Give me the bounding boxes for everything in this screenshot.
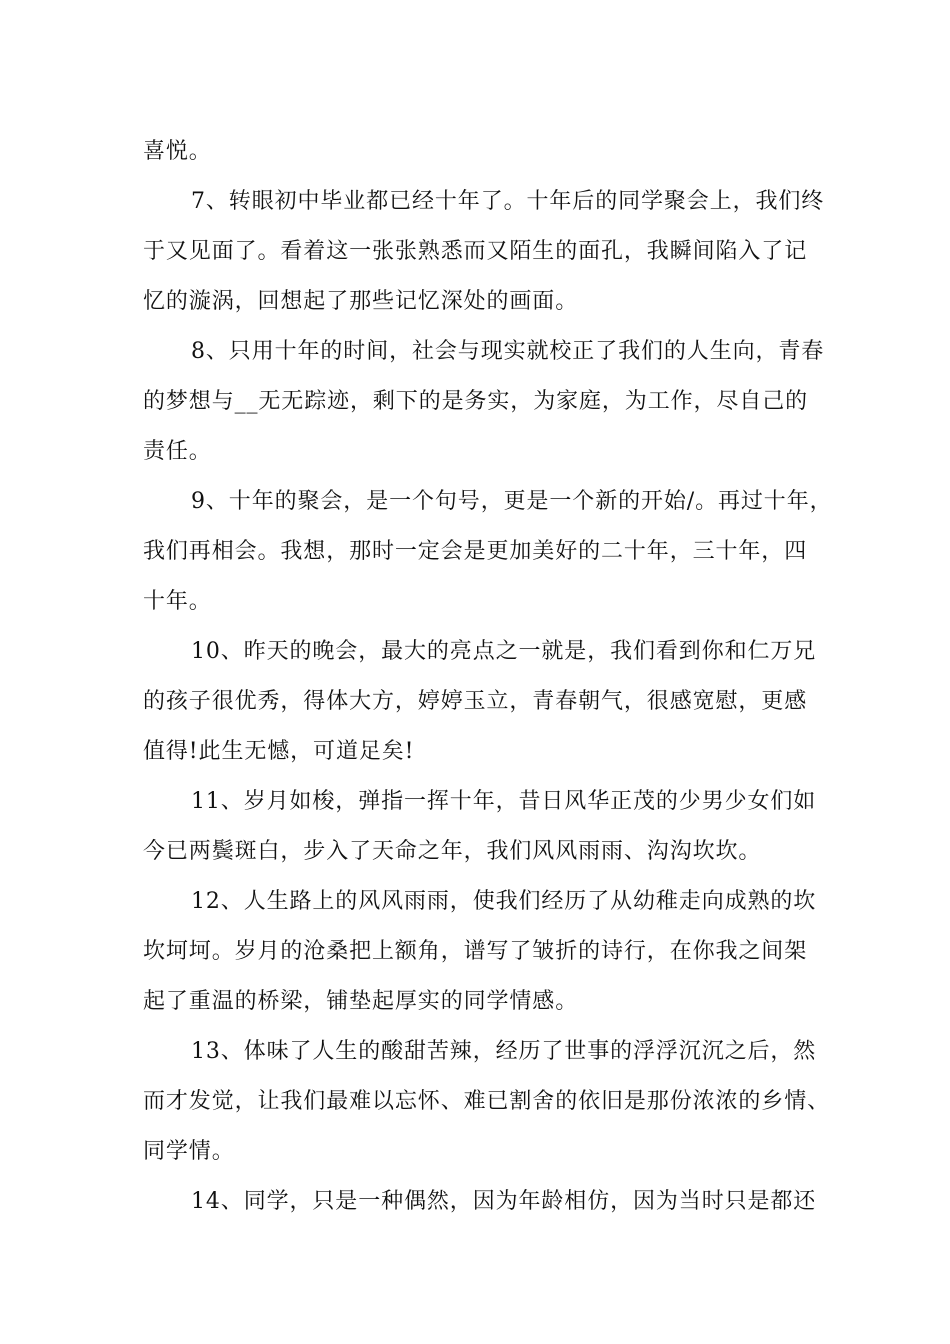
paragraph-8-line-1: 8、只用十年的时间，社会与现实就校正了我们的人生向，青春 bbox=[191, 339, 825, 364]
text-line: 十年。 bbox=[143, 589, 212, 614]
text-line: 今已两鬓斑白，步入了天命之年，我们风风雨雨、沟沟坎坎。 bbox=[143, 839, 762, 864]
text-line: 于又见面了。看着这一张张熟悉而又陌生的面孔，我瞬间陷入了记 bbox=[143, 239, 808, 264]
paragraph-13-line-1: 13、体味了人生的酸甜苦辣，经历了世事的浮浮沉沉之后，然 bbox=[191, 1039, 817, 1064]
text-line: 同学情。 bbox=[143, 1139, 235, 1164]
text-line: 坎坷坷。岁月的沧桑把上额角，谱写了皱折的诗行，在你我之间架 bbox=[143, 939, 808, 964]
text-line: 忆的漩涡，回想起了那些记忆深处的画面。 bbox=[143, 289, 579, 314]
text-line: 的梦想与__无无踪迹，剩下的是务实，为家庭，为工作，尽自己的 bbox=[143, 389, 809, 414]
text-line: 喜悦。 bbox=[143, 139, 212, 164]
paragraph-9-line-1: 9、十年的聚会，是一个句号，更是一个新的开始/。再过十年， bbox=[191, 489, 833, 514]
paragraph-12-line-1: 12、人生路上的风风雨雨，使我们经历了从幼稚走向成熟的坎 bbox=[191, 889, 817, 914]
paragraph-11-line-1: 11、岁月如梭，弹指一挥十年，昔日风华正茂的少男少女们如 bbox=[191, 789, 817, 814]
paragraph-10-line-1: 10、昨天的晚会，最大的亮点之一就是，我们看到你和仁万兄 bbox=[191, 639, 817, 664]
text-line: 而才发觉，让我们最难以忘怀、难已割舍的依旧是那份浓浓的乡情、 bbox=[143, 1089, 831, 1114]
text-line: 起了重温的桥梁，铺垫起厚实的同学情感。 bbox=[143, 989, 579, 1014]
paragraph-7-line-1: 7、转眼初中毕业都已经十年了。十年后的同学聚会上，我们终 bbox=[191, 189, 825, 214]
text-line: 的孩子很优秀，得体大方，婷婷玉立，青春朝气，很感宽慰，更感 bbox=[143, 689, 808, 714]
text-line: 责任。 bbox=[143, 439, 212, 464]
paragraph-14-line-1: 14、同学，只是一种偶然，因为年龄相仿，因为当时只是都还 bbox=[191, 1189, 817, 1214]
text-line: 我们再相会。我想，那时一定会是更加美好的二十年，三十年，四 bbox=[143, 539, 808, 564]
text-line: 值得!此生无憾，可道足矣! bbox=[143, 739, 415, 764]
